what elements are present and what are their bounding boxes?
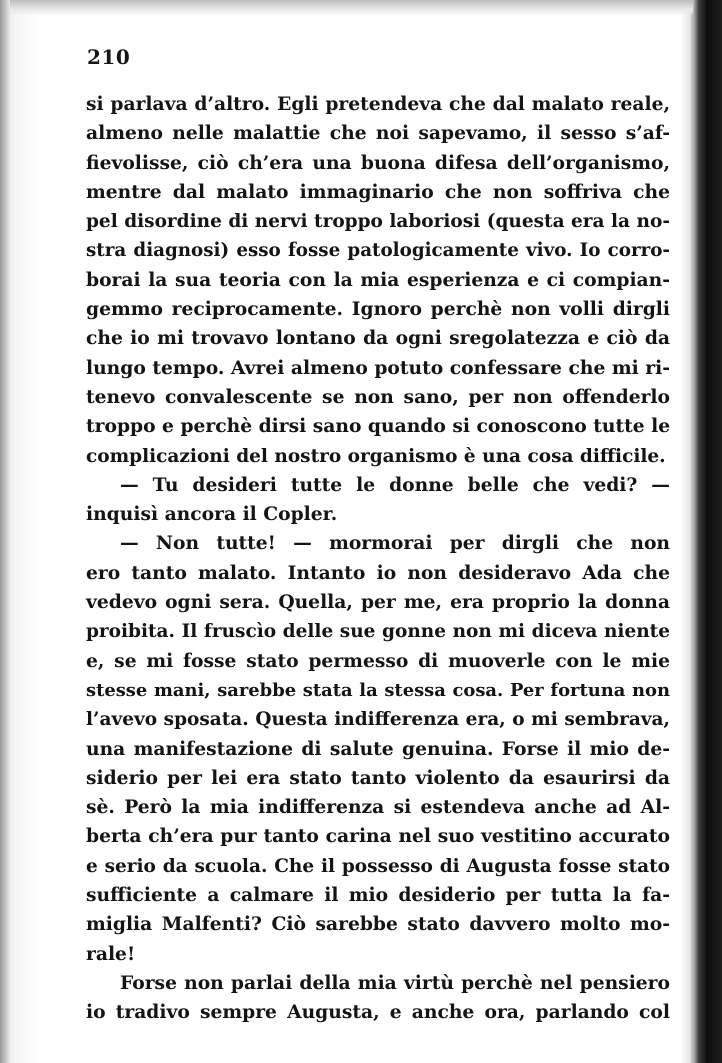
text-line: almeno nelle malattie che noi sapevamo, il sesso s’af- [86,122,670,145]
text-line: e serio da scuola. Che il possesso di Augusta fosse stato [86,855,670,877]
text-line: rale! [86,942,136,965]
dialogue-line: — Non tutte! — mormorai per dirgli che non [120,532,670,555]
dialogue-line: — Tu desideri tutte le donne belle che vedi? — [120,473,670,496]
paragraph-start-line: Forse non parlai della mia virtù perchè nel pensiero [120,971,670,994]
text-line: l’avevo sposata. Questa indifferenza era, o mi sembrava, [86,709,670,731]
text-line: stra diagnosi) esso fosse patologicamente vivo. Io corro- [86,240,670,262]
text-line: berta ch’era pur tanto carina nel suo vestitino accurato [86,825,670,848]
text-line: una manifestazione di salute genuina. Forse il mio de- [86,737,670,760]
text-line: vedevo ogni sera. Quella, per me, era proprio la donna [86,591,670,614]
text-line: proibita. Il fruscìo delle sue gonne non mi diceva niente [86,621,670,643]
body-text [86,90,670,1028]
text-line: io tradivo sempre Augusta, e anche ora, parlando col [86,1001,670,1024]
text-line: miglia Malfenti? Ciò sarebbe stato davvero molto mo- [86,913,670,936]
text-line: tenevo convalescente se non sano, per non offenderlo [86,385,670,408]
text-line: sufficiente a calmare il mio desiderio per tutta la fa- [86,884,670,907]
book-spine-shadow [0,0,10,1063]
page-top-shadow [0,0,722,16]
text-line: pel disordine di nervi troppo laboriosi (questa era la no- [86,211,670,233]
text-line: e, se mi fosse stato permesso di muoverle con le mie [86,649,670,672]
text-line: siderio per lei era stato tanto violento da esaurirsi da [86,766,670,789]
text-line: troppo e perchè dirsi sano quando si conoscono tutte le [86,415,671,438]
text-line: fievolisse, ciò ch’era una buona difesa dell’organismo, [86,151,670,174]
text-line: ero tanto malato. Intanto io non desideravo Ada che [86,561,670,584]
text-line: borai la sua teoria con la mia esperienza e ci compian- [86,268,670,291]
page-right-edge-shadow [693,0,722,1063]
text-line: stesse mani, sarebbe stata la stessa cosa. Per fortuna non [86,679,670,701]
page-number: 210 [87,45,131,69]
text-line: che io mi trovavo lontano da ogni sregolatezza e ciò da [86,327,670,350]
text-line: complicazioni del nostro organismo è una cosa difficile. [86,445,666,467]
text-line: inquisì ancora il Copler. [86,503,338,526]
text-line: gemmo reciprocamente. Ignoro perchè non volli dirgli [86,298,670,321]
text-line: mentre dal malato immaginario che non soffriva che [86,180,670,203]
text-line: si parlava d’altro. Egli pretendeva che dal malato reale, [86,93,670,115]
text-line: sè. Però la mia indifferenza si estendeva anche ad Al- [86,796,670,819]
text-line: lungo tempo. Avrei almeno potuto confessare che mi ri- [86,356,670,379]
